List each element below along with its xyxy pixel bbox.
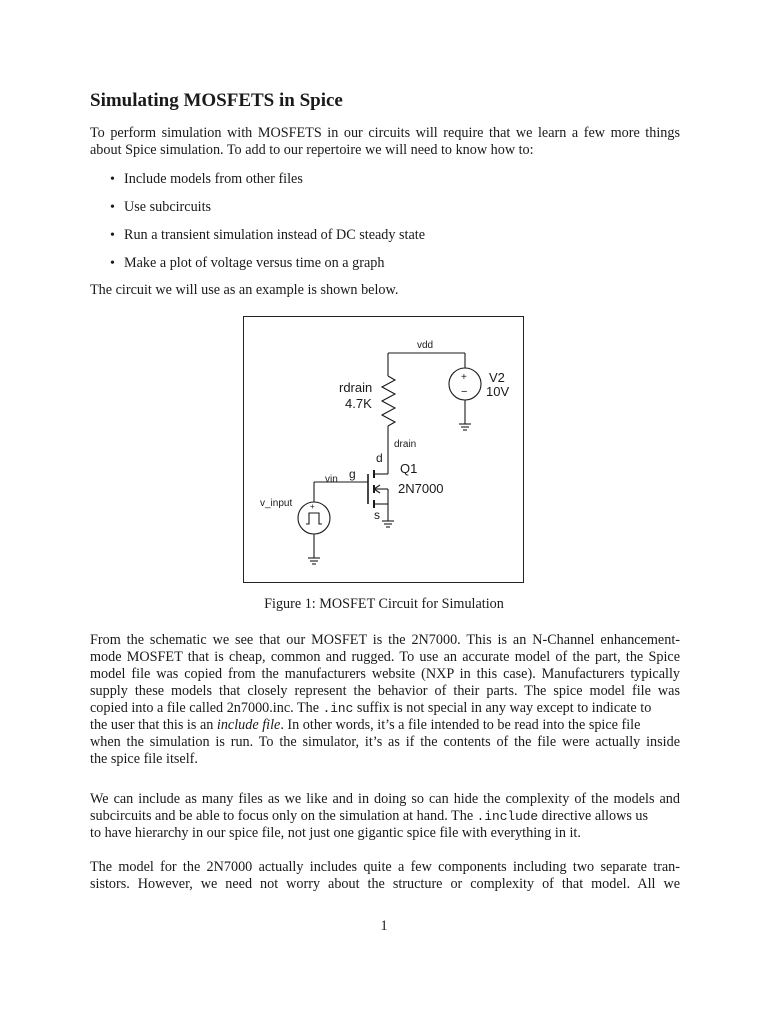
p1-line: model file was copied from the manufacturers website (NXP in this case). Manufacturers typically	[90, 666, 680, 682]
resistor-name: rdrain	[339, 380, 373, 395]
paragraph-1	[90, 632, 680, 768]
p3-line: The model for the 2N7000 actually includes quite a few components including two separate tran-	[90, 859, 680, 875]
source-pin-label: s	[374, 508, 380, 522]
example-sentence: The circuit we will use as an example is shown below.	[90, 282, 399, 298]
p1-line: the spice file itself.	[90, 751, 198, 767]
drain-net-label: drain	[394, 439, 417, 450]
p1-text: the user that this is an	[90, 717, 217, 733]
plus-sign: +	[461, 372, 467, 383]
inline-code: .include	[476, 809, 539, 824]
list-item	[90, 199, 680, 227]
transistor-name: Q1	[400, 461, 418, 476]
p1-line	[90, 700, 680, 717]
p1-line: supply these models that closely represent the behavior of their parts. The spice model file was	[90, 683, 680, 699]
p1-line: From the schematic we see that our MOSFET is the 2N7000. This is an N-Channel enhancement-	[90, 632, 680, 648]
resistor-value: 4.7K	[345, 396, 372, 411]
bullet-list	[90, 171, 680, 283]
source-value: 10V	[486, 384, 510, 399]
transistor-part: 2N7000	[398, 481, 444, 496]
intro-line-1: To perform simulation with MOSFETS in our circuits will require that we learn a few more things	[90, 125, 680, 141]
paragraph-2	[90, 791, 680, 842]
gate-pin-label: g	[349, 467, 356, 481]
section-title: Simulating MOSFETS in Spice	[90, 90, 343, 111]
list-item	[90, 255, 680, 283]
bullet-text: Include models from other files	[124, 171, 303, 187]
p2-line: to have hierarchy in our spice file, not just one gigantic spice file with everything in it.	[90, 825, 581, 841]
p1-text: . In other words, it’s a file intended to be read into the spice file	[280, 717, 641, 733]
minus-sign: −	[461, 386, 468, 398]
bullet-icon: •	[110, 228, 115, 243]
drain-pin-label: d	[376, 451, 383, 465]
vdd-label: vdd	[417, 340, 434, 351]
figure-caption: Figure 1: MOSFET Circuit for Simulation	[264, 596, 504, 612]
mosfet-schematic	[243, 316, 524, 583]
p1-text: suffix is not special in any way except to indicate to	[353, 700, 652, 716]
intro-line-2: about Spice simulation. To add to our repertoire we will need to know how to:	[90, 142, 534, 158]
resistor-icon	[382, 376, 395, 426]
p1-line	[90, 717, 680, 734]
vin-net-label: vin	[325, 474, 338, 485]
bullet-text: Run a transient simulation instead of DC steady state	[124, 227, 426, 243]
p2-line: We can include as many files as we like and in doing so can hide the complexity of the models and	[90, 791, 680, 807]
list-item	[90, 171, 680, 199]
bullet-icon: •	[110, 256, 115, 271]
source-name: V2	[489, 370, 505, 385]
p2-text: subcircuits and be able to focus only on the simulation at hand. The	[90, 808, 477, 824]
figure-frame	[243, 316, 524, 583]
page-number: 1	[380, 918, 388, 934]
bullet-text: Make a plot of voltage versus time on a graph	[124, 255, 385, 271]
inline-code: .inc	[322, 701, 354, 716]
list-item	[90, 227, 680, 255]
intro-paragraph	[90, 125, 680, 159]
plus-sign: +	[310, 502, 315, 511]
italic-term: include file	[216, 717, 281, 733]
bullet-icon: •	[110, 172, 115, 187]
bullet-icon: •	[110, 200, 115, 215]
example-paragraph	[90, 282, 680, 299]
p2-text: directive allows us	[538, 808, 649, 824]
p3-line: sistors. However, we need not worry about the structure or complexity of that model. All we	[90, 876, 680, 892]
input-source-name: v_input	[260, 498, 293, 509]
p2-line	[90, 808, 680, 825]
p1-line: when the simulation is run. To the simulator, it’s as if the contents of the file were actually inside	[90, 734, 680, 750]
bullet-text: Use subcircuits	[124, 199, 212, 215]
p1-text: copied into a file called 2n7000.inc. The	[90, 700, 323, 716]
paragraph-3	[90, 859, 680, 893]
p1-line: mode MOSFET that is cheap, common and rugged. To use an accurate model of the part, the Spice	[90, 649, 680, 665]
